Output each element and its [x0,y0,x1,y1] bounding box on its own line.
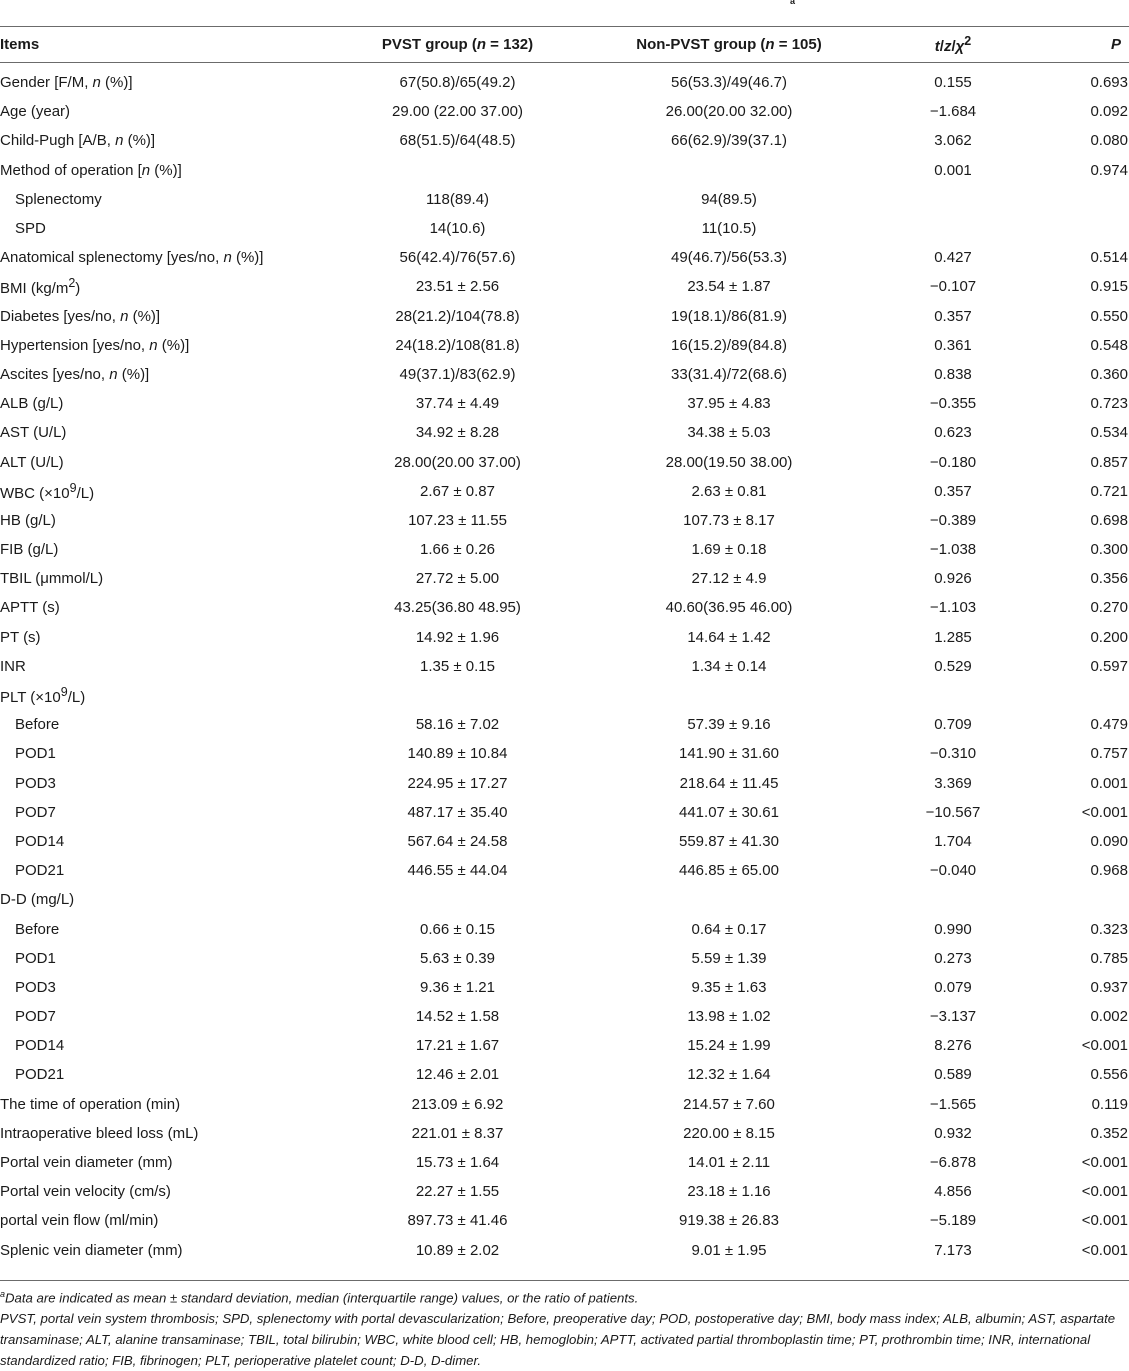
cell-item: Before [15,920,60,938]
cell-item: POD14 [15,832,65,850]
cell-statistic: −6.878 [929,1154,977,1172]
cell-pvst-group: 140.89 ± 10.84 [407,745,508,763]
cell-pvst-group: 5.63 ± 0.39 [420,949,495,967]
cell-statistic: 0.079 [934,978,972,996]
cell-non-pvst-group: 1.69 ± 0.18 [691,541,767,559]
cell-p-value: 0.550 [1090,307,1128,325]
cell-statistic: −0.040 [929,862,977,880]
cell-pvst-group: 14.52 ± 1.58 [415,1008,500,1026]
cell-item: TBIL (μmmol/L) [0,570,104,588]
cell-non-pvst-group: 23.54 ± 1.87 [687,278,771,296]
cell-p-value: 0.119 [1091,1095,1128,1113]
cell-non-pvst-group: 13.98 ± 1.02 [687,1008,771,1026]
cell-pvst-group: 67(50.8)/65(49.2) [399,74,516,92]
cell-item: POD21 [15,862,65,880]
comparison-table [0,27,1129,1265]
cell-pvst-group: 14.92 ± 1.96 [415,628,500,646]
cell-non-pvst-group: 5.59 ± 1.39 [691,949,767,967]
cell-pvst-group: 224.95 ± 17.27 [407,774,508,792]
footnote-abbreviations: PVST, portal vein system thrombosis; SPD, splenectomy with portal devascularization; Before, preoperative day; POD, postoperative day; BMI, body mass index; ALB, albumin; AST, aspartate transaminase; ALT, alanine transaminase; TBIL, total bilirubin; WBC, white blood cell; HB, hemoglobin; APTT, activated partial thromboplastin time; PT, prothrombin time; INR, international standardized ratio; FIB, fibrinogen; PLT, perioperative platelet count; D-D, D-dimer. [0,1311,1116,1369]
cell-item: POD1 [15,745,56,763]
cell-item: INR [0,657,26,675]
cell-p-value: 0.968 [1090,862,1128,880]
table-row [0,1031,1129,1060]
table-row [0,331,1129,360]
cell-non-pvst-group: 23.18 ± 1.16 [687,1183,771,1201]
table-row [0,1090,1129,1119]
cell-pvst-group: 2.67 ± 0.87 [420,482,495,500]
cell-pvst-group: 56(42.4)/76(57.6) [399,249,516,267]
cell-non-pvst-group: 33(31.4)/72(68.6) [671,365,787,383]
table-row [0,593,1129,622]
cell-statistic: 7.173 [934,1241,972,1259]
cell-pvst-group: 23.51 ± 2.56 [415,278,500,296]
cell-p-value: 0.721 [1090,482,1128,500]
cell-pvst-group: 107.23 ± 11.55 [408,511,507,529]
cell-p-value: <0.001 [1081,1037,1128,1055]
cell-item: Anatomical splenectomy [yes/no, n (%)] [0,249,264,267]
cell-p-value: 0.092 [1090,103,1128,121]
cell-non-pvst-group: 1.34 ± 0.14 [691,657,767,675]
cell-statistic: −0.180 [929,453,977,471]
table-row [0,126,1129,155]
cell-p-value: <0.001 [1081,1212,1128,1230]
cell-statistic: −3.137 [929,1008,977,1026]
table-row [0,769,1129,798]
cell-pvst-group: 221.01 ± 8.37 [411,1124,504,1142]
cell-pvst-group: 1.66 ± 0.26 [420,541,495,559]
cell-pvst-group: 29.00 (22.00 37.00) [392,103,523,121]
cell-item: PT (s) [0,628,41,646]
table-row [0,302,1129,331]
cell-item: Splenic vein diameter (mm) [0,1241,183,1259]
header-non-pvst-group: Non-PVST group (n = 105) [636,36,822,53]
table-row [0,243,1129,272]
table-row [0,1177,1129,1206]
table-row [0,156,1129,185]
cell-item: portal vein flow (ml/min) [0,1212,159,1230]
cell-pvst-group [320,885,595,914]
table-row [0,827,1129,856]
header-statistic: $t/z/\chi^2$ [934,34,972,55]
cell-pvst-group: 22.27 ± 1.55 [415,1183,500,1201]
footnote-marker: a [0,1289,6,1299]
table-row [0,97,1129,126]
cell-statistic: 0.838 [934,365,972,383]
table-row [0,447,1129,476]
cell-p-value: 0.323 [1090,920,1128,938]
cell-pvst-group: 10.89 ± 2.02 [415,1241,500,1259]
cell-p-value: 0.080 [1090,132,1128,150]
cell-item: Diabetes [yes/no, n (%)] [0,307,161,325]
cell-item: D-D (mg/L) [0,891,75,909]
cell-non-pvst-group: 37.95 ± 4.83 [687,395,771,413]
cell-statistic: −1.565 [929,1095,977,1113]
cell-p-value: 0.002 [1090,1008,1128,1026]
cell-pvst-group: 12.46 ± 2.01 [415,1066,500,1084]
cell-pvst-group: 28(21.2)/104(78.8) [395,307,520,325]
cell-statistic: 0.709 [934,716,972,734]
cell-p-value: 0.090 [1090,832,1128,850]
table-row [0,973,1129,1002]
cell-p-value: 0.857 [1090,453,1128,471]
cell-pvst-group: 37.74 ± 4.49 [415,395,500,413]
cell-non-pvst-group: 66(62.9)/39(37.1) [671,132,787,150]
cell-statistic [863,885,1043,914]
footnote-data-description [0,1284,1129,1308]
cell-item: BMI $(kg/m^2)$ [0,276,81,298]
cell-statistic: 0.361 [934,336,972,354]
cell-item: The time of operation (min) [0,1095,181,1113]
cell-non-pvst-group [595,681,863,710]
cell-non-pvst-group: 56(53.3)/49(46.7) [671,74,787,92]
cell-non-pvst-group: 14.01 ± 2.11 [687,1154,771,1172]
cell-p-value: 0.974 [1090,161,1128,179]
cell-item: POD7 [15,803,56,821]
table-row [0,214,1129,243]
cell-p-value: <0.001 [1081,1183,1128,1201]
cell-non-pvst-group: 34.38 ± 5.03 [687,424,771,442]
cell-pvst-group: 567.64 ± 24.58 [407,832,508,850]
cell-p-value: 0.757 [1090,745,1128,763]
cell-p-value [1043,885,1129,914]
cell-item: POD3 [15,774,56,792]
cell-non-pvst-group: 220.00 ± 8.15 [683,1124,775,1142]
cell-p-value: <0.001 [1081,1241,1128,1259]
cell-item: POD7 [15,1008,56,1026]
header-p-value: P [1110,36,1121,53]
cell-non-pvst-group: 40.60(36.95 46.00) [665,599,793,617]
cell-non-pvst-group: 9.35 ± 1.63 [691,978,767,996]
cell-pvst-group: 15.73 ± 1.64 [415,1154,500,1172]
cell-non-pvst-group: 11(10.5) [701,220,757,238]
table-row [0,652,1129,681]
table-row [0,535,1129,564]
cell-statistic: 0.990 [934,920,972,938]
cell-item: SPD [15,220,46,238]
table-row [0,1119,1129,1148]
cell-statistic: −10.567 [925,803,981,821]
cell-pvst-group: 487.17 ± 35.40 [407,803,508,821]
cell-item: Gender [F/M, n (%)] [0,74,133,92]
cell-p-value: 0.352 [1090,1124,1128,1142]
cell-statistic [863,185,1043,214]
cell-item: Age (year) [0,103,71,121]
cell-non-pvst-group: 15.24 ± 1.99 [687,1037,771,1055]
table-footnote-marker: a [790,0,796,6]
bottom-rule [0,1280,1129,1281]
cell-statistic: 0.357 [934,482,972,500]
cell-pvst-group: 118(89.4) [425,190,490,208]
cell-non-pvst-group: 141.90 ± 31.60 [679,745,779,763]
cell-statistic: 3.062 [934,132,972,150]
cell-statistic: 0.589 [934,1066,972,1084]
header-row [0,27,1129,62]
cell-statistic: 0.926 [934,570,972,588]
cell-statistic: −0.355 [929,395,977,413]
cell-p-value: 0.723 [1090,395,1128,413]
cell-item: POD3 [15,978,56,996]
cell-p-value [1043,214,1129,243]
cell-statistic: −1.038 [929,541,977,559]
cell-statistic: −5.189 [929,1212,977,1230]
table-row [0,185,1129,214]
cell-p-value: 0.698 [1090,511,1128,529]
cell-item: HB (g/L) [0,511,56,529]
cell-non-pvst-group: 441.07 ± 30.61 [679,803,779,821]
cell-non-pvst-group: 14.64 ± 1.42 [687,628,771,646]
cell-p-value: <0.001 [1081,1154,1128,1172]
cell-non-pvst-group: 28.00(19.50 38.00) [665,453,793,471]
cell-statistic: −0.389 [929,511,977,529]
cell-pvst-group: 897.73 ± 41.46 [407,1212,508,1230]
cell-pvst-group: 446.55 ± 44.04 [407,862,508,880]
cell-item: AST (U/L) [0,424,67,442]
cell-pvst-group: 27.72 ± 5.00 [415,570,500,588]
cell-statistic: 4.856 [934,1183,972,1201]
cell-p-value: 0.001 [1090,774,1128,792]
cell-pvst-group: 17.21 ± 1.67 [415,1037,500,1055]
cell-item: Hypertension [yes/no, n (%)] [0,336,190,354]
cell-statistic [863,214,1043,243]
cell-p-value: 0.693 [1090,74,1128,92]
cell-statistic: 1.285 [934,628,972,646]
cell-non-pvst-group: 0.64 ± 0.17 [691,920,767,938]
cell-p-value: 0.915 [1090,278,1128,296]
table-row [0,798,1129,827]
cell-pvst-group: 28.00(20.00 37.00) [394,453,521,471]
cell-pvst-group [320,156,595,185]
table-row [0,1236,1129,1265]
cell-statistic [863,681,1043,710]
cell-statistic: 0.427 [934,249,972,267]
cell-non-pvst-group: 214.57 ± 7.60 [683,1095,775,1113]
cell-non-pvst-group: 49(46.7)/56(53.3) [671,249,787,267]
cell-non-pvst-group: 9.01 ± 1.95 [691,1241,767,1259]
cell-p-value: 0.937 [1090,978,1128,996]
cell-p-value [1043,185,1129,214]
table-row [0,681,1129,710]
cell-statistic: −0.107 [929,278,977,296]
cell-item: POD14 [15,1037,65,1055]
cell-non-pvst-group: 559.87 ± 41.30 [679,832,779,850]
cell-item: ALB (g/L) [0,395,64,413]
cell-item: Before [15,716,60,734]
cell-item: Ascites [yes/no, n (%)] [0,365,150,383]
cell-pvst-group [320,681,595,710]
cell-p-value: 0.597 [1090,657,1128,675]
table-row [0,623,1129,652]
cell-statistic: −1.684 [929,103,977,121]
table-body [0,62,1129,1265]
cell-item: Child-Pugh [A/B, n (%)] [0,132,156,150]
cell-p-value: 0.270 [1090,599,1128,617]
cell-p-value: 0.785 [1090,949,1128,967]
cell-item: POD21 [15,1066,65,1084]
cell-statistic: −1.103 [929,599,977,617]
cell-non-pvst-group [595,885,863,914]
cell-pvst-group: 58.16 ± 7.02 [415,716,500,734]
table-footnotes [0,1284,1129,1371]
cell-pvst-group: 34.92 ± 8.28 [415,424,500,442]
cell-p-value: 0.356 [1090,570,1128,588]
cell-item: Method of operation [n (%)] [0,161,182,179]
footnote-text: Data are indicated as mean ± standard deviation, median (interquartile range) values, or the ratio of patients. [5,1290,639,1306]
table-row [0,710,1129,739]
cell-p-value: 0.548 [1090,336,1128,354]
cell-statistic: 0.273 [934,949,972,967]
cell-pvst-group: 43.25(36.80 48.95) [394,599,521,617]
cell-item: WBC $(\times 10^9/L)$ [0,480,95,502]
header-items: Items [0,36,40,53]
cell-non-pvst-group: 919.38 ± 26.83 [679,1212,779,1230]
cell-p-value [1043,681,1129,710]
cell-p-value: 0.479 [1090,716,1128,734]
cell-p-value: <0.001 [1081,803,1128,821]
cell-non-pvst-group: 26.00(20.00 32.00) [665,103,793,121]
cell-non-pvst-group: 218.64 ± 11.45 [679,774,779,792]
table-row [0,418,1129,447]
cell-pvst-group: 213.09 ± 6.92 [411,1095,504,1113]
table-row [0,477,1129,506]
cell-pvst-group: 0.66 ± 0.15 [420,920,495,938]
table-row [0,564,1129,593]
cell-item: Splenectomy [15,190,102,208]
cell-non-pvst-group: 57.39 ± 9.16 [687,716,771,734]
cell-non-pvst-group: 19(18.1)/86(81.9) [671,307,787,325]
cell-p-value: 0.534 [1090,424,1128,442]
cell-p-value: 0.556 [1090,1066,1128,1084]
cell-statistic: 0.932 [934,1124,972,1142]
cell-item: POD1 [15,949,56,967]
table-row [0,885,1129,914]
table-row [0,739,1129,768]
cell-statistic: 0.623 [934,424,972,442]
cell-p-value: 0.300 [1090,541,1128,559]
cell-statistic: 3.369 [934,774,972,792]
cell-p-value: 0.514 [1090,249,1128,267]
table-row [0,1002,1129,1031]
table-row [0,360,1129,389]
table-row [0,1148,1129,1177]
cell-non-pvst-group: 2.63 ± 0.81 [691,482,767,500]
cell-item: FIB (g/L) [0,541,59,559]
cell-pvst-group: 1.35 ± 0.15 [420,657,495,675]
cell-non-pvst-group: 446.85 ± 65.00 [679,862,779,880]
cell-pvst-group: 68(51.5)/64(48.5) [399,132,516,150]
table-row [0,1060,1129,1089]
table-row [0,1206,1129,1235]
cell-non-pvst-group: 27.12 ± 4.9 [691,570,767,588]
table-row [0,506,1129,535]
cell-non-pvst-group [595,156,863,185]
cell-non-pvst-group: 12.32 ± 1.64 [687,1066,771,1084]
cell-statistic: 0.529 [934,657,972,675]
cell-item: ALT (U/L) [0,453,64,471]
cell-item: PLT $(\times 10^9/L)$ [0,685,86,707]
table-row [0,914,1129,943]
cell-pvst-group: 14(10.6) [429,220,486,238]
cell-non-pvst-group: 16(15.2)/89(84.8) [671,336,787,354]
cell-item: Portal vein diameter (mm) [0,1154,173,1172]
table-row [0,944,1129,973]
table-row [0,389,1129,418]
cell-statistic: 0.357 [934,307,972,325]
cell-item: Portal vein velocity (cm/s) [0,1183,171,1201]
cell-statistic: −0.310 [929,745,977,763]
table-row [0,62,1129,97]
cell-statistic: 8.276 [934,1037,972,1055]
cell-item: Intraoperative bleed loss (mL) [0,1124,199,1142]
cell-p-value: 0.200 [1090,628,1128,646]
cell-non-pvst-group: 107.73 ± 8.17 [683,511,775,529]
table-row [0,272,1129,301]
cell-statistic: 1.704 [934,832,972,850]
table-row [0,856,1129,885]
cell-pvst-group: 49(37.1)/83(62.9) [399,365,516,383]
header-pvst-group: PVST group (n = 132) [381,36,534,53]
cell-pvst-group: 9.36 ± 1.21 [420,978,495,996]
cell-non-pvst-group: 94(89.5) [701,190,757,208]
cell-item: APTT (s) [0,599,60,617]
cell-p-value: 0.360 [1090,365,1128,383]
cell-statistic: 0.001 [934,161,972,179]
cell-statistic: 0.155 [934,74,972,92]
cell-pvst-group: 24(18.2)/108(81.8) [395,336,520,354]
